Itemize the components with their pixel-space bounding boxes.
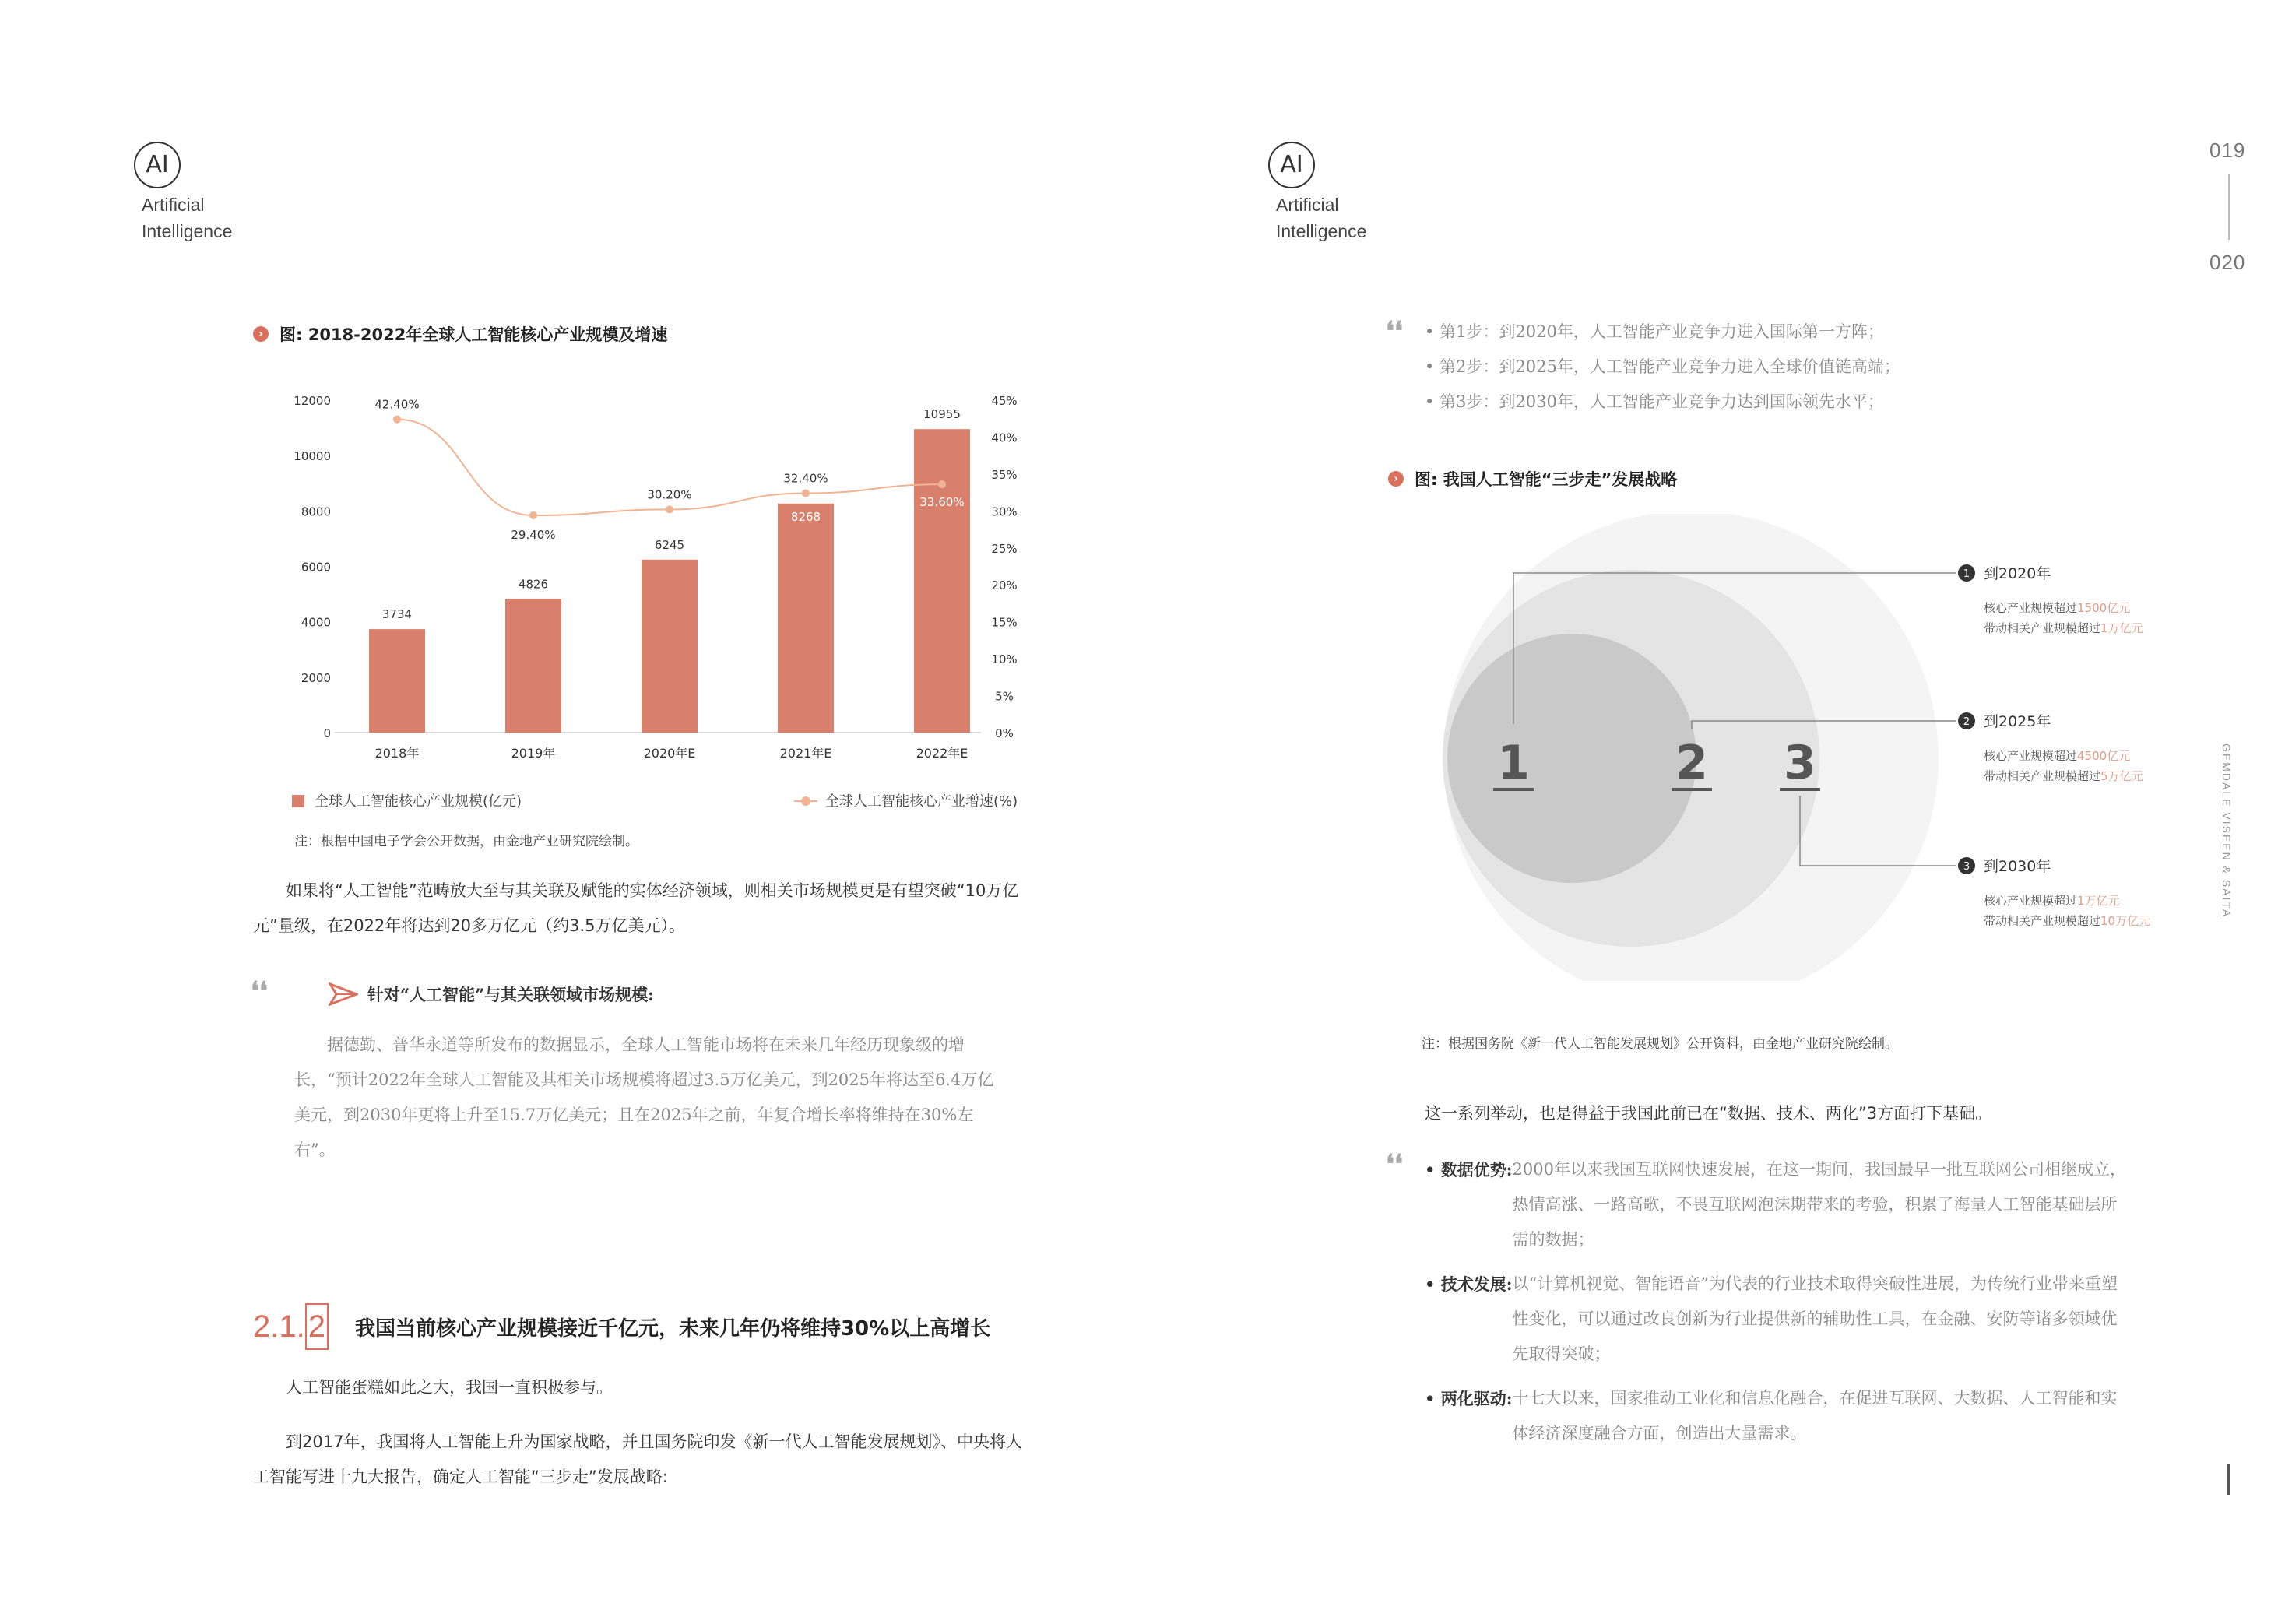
svg-text:2: 2: [1963, 716, 1970, 728]
svg-text:3: 3: [1963, 861, 1970, 873]
bar: [505, 599, 561, 733]
callout-2025: [1958, 712, 2143, 783]
y-right-tick: 30%: [991, 504, 1018, 519]
step-item: • 第3步：到2030年，人工智能产业竞争力达到国际领先水平；: [1425, 392, 1884, 411]
bars-group: [369, 429, 970, 733]
brand-vertical: GEMDALE VISEEN & SAITA: [2220, 743, 2233, 919]
y-right-tick: 20%: [991, 578, 1018, 593]
svg-text:到2030年: 到2030年: [1984, 858, 2051, 875]
svg-text:带动相关产业规模超过10万亿元: 带动相关产业规模超过10万亿元: [1984, 914, 2151, 928]
svg-text:到2025年: 到2025年: [1984, 713, 2051, 730]
bar: [914, 429, 970, 733]
svg-text:核心产业规模超过1万亿元: 核心产业规模超过1万亿元: [1984, 894, 2120, 908]
left-paragraph-3: 到2017年，我国将人工智能上升为国家战略，并且国务院印发《新一代人工智能发展规划》、中央将人工智能写进十九大报告，确定人工智能“三步走”发展战略:: [253, 1432, 1022, 1486]
quote-heading-text: 针对“人工智能”与其关联领域市场规模:: [367, 985, 654, 1004]
left-axis-ticks: [294, 394, 331, 740]
callout-2020: [1958, 564, 2143, 635]
page-number-top: 019: [2209, 139, 2246, 162]
bar-value-label: 3734: [381, 607, 413, 622]
diagram-note: 注：根据国务院《新一代人工智能发展规划》公开资料，由金地产业研究院绘制。: [1422, 1036, 1898, 1052]
bar-line-chart: [280, 381, 1043, 849]
logo-line2: Intelligence: [1276, 221, 1367, 241]
y-left-tick: 10000: [294, 449, 331, 464]
y-right-tick: 45%: [991, 394, 1018, 408]
logo-wordmark-right: [1276, 192, 1366, 244]
advantage-item: • 技术发展: 以“计算机视觉、智能语音”为代表的行业技术取得突破性进展，为传统行业带来重塑性变化，可以通过改良创新为行业提供新的辅助性工具，在金融、安防等诸多领域优先取得突破；: [1425, 1274, 2118, 1363]
section-number-box: 2: [305, 1303, 329, 1350]
left-paragraph-1: 如果将“人工智能”范畴放大至与其关联及赋能的实体经济领域，则相关市场规模更是有望突破“10万亿元”量级，在2022年将达到20多万亿元（约3.5万亿美元）。: [253, 881, 1019, 935]
quote-icon: ❛❛: [251, 976, 268, 1007]
growth-value-label: 29.40%: [511, 528, 556, 543]
logo-wordmark: [142, 192, 232, 244]
bar-value-label: 4826: [518, 577, 549, 592]
svg-text:核心产业规模超过4500亿元: 核心产业规模超过4500亿元: [1984, 749, 2131, 763]
y-right-tick: 5%: [995, 689, 1014, 704]
right-paragraph-1: 这一系列举动，也是得益于我国此前已在“数据、技术、两化”3方面打下基础。: [1425, 1104, 1992, 1123]
page-number-divider: [2228, 174, 2230, 240]
advantages-list: [1425, 1152, 2133, 1451]
y-right-tick: 35%: [991, 467, 1018, 482]
figure-title-left: [253, 322, 667, 346]
y-left-tick: 2000: [301, 670, 331, 685]
step-item: • 第1步：到2020年，人工智能产业竞争力进入国际第一方阵；: [1425, 322, 1884, 341]
growth-point: [938, 480, 946, 488]
svg-text:1: 1: [1963, 568, 1970, 580]
growth-value-label: 42.40%: [374, 397, 420, 412]
chart-note: 注：根据中国电子学会公开数据，由金地产业研究院绘制。: [294, 834, 638, 849]
bar: [642, 560, 698, 733]
svg-text:到2020年: 到2020年: [1984, 565, 2051, 582]
svg-text:带动相关产业规模超过1万亿元: 带动相关产业规模超过1万亿元: [1984, 621, 2143, 635]
circle-label-2: 2: [1675, 736, 1708, 790]
figure-title-right: [1388, 467, 1677, 490]
y-left-tick: 6000: [301, 560, 331, 575]
svg-text:带动相关产业规模超过5万亿元: 带动相关产业规模超过5万亿元: [1984, 769, 2143, 783]
growth-point: [802, 490, 810, 497]
category-labels-group: [375, 746, 968, 761]
legend-bar-label: 全球人工智能核心产业规模(亿元): [315, 793, 522, 810]
x-category-label: 2020年E: [643, 746, 696, 761]
legend-bar-swatch: [292, 795, 304, 807]
section-title: 我国当前核心产业规模接近千亿元，未来几年仍将维持30%以上高增长: [354, 1316, 991, 1341]
x-category-label: 2019年: [511, 746, 556, 761]
paper-plane-icon: [329, 982, 358, 1006]
growth-value-label: 33.60%: [919, 495, 965, 510]
growth-point: [666, 505, 673, 513]
growth-labels-group: [374, 398, 964, 542]
logo-line2: Intelligence: [142, 221, 233, 241]
left-paragraph-2: 人工智能蛋糕如此之大，我国一直积极参与。: [286, 1378, 613, 1397]
legend-line-marker: [801, 796, 810, 806]
circle-label-3: 3: [1784, 736, 1816, 790]
figure-title-text: 图: 我国人工智能“三步走”发展战略: [1415, 470, 1678, 489]
y-left-tick: 8000: [301, 504, 331, 519]
ai-logo-icon-right: AI: [1268, 142, 1315, 188]
y-right-tick: 0%: [995, 726, 1014, 740]
y-left-tick: 12000: [294, 394, 331, 408]
y-right-tick: 40%: [991, 431, 1018, 445]
page-number-bottom: 020: [2209, 251, 2246, 274]
y-right-tick: 25%: [991, 541, 1018, 556]
bar-value-label: 10955: [923, 407, 961, 422]
quote-heading: [329, 982, 654, 1006]
bar: [778, 504, 834, 733]
x-category-label: 2018年: [374, 746, 420, 761]
quote-body: 据德勤、普华永道等所发布的数据显示，全球人工智能市场将在未来几年经历现象级的增长，“预计2022年全球人工智能及其相关市场规模将超过3.5万亿美元，到2025年将达至6.4万亿美元，到2030年更将上升至15.7万亿美元；且在2025年之前，年复合增长率将维持在30%左右”。: [294, 1035, 994, 1159]
step-item: • 第2步：到2025年，人工智能产业竞争力进入全球价值链高端；: [1425, 357, 1900, 376]
section-heading: [253, 1303, 990, 1350]
y-left-tick: 0: [323, 726, 331, 740]
page-edge-marker: [2227, 1464, 2230, 1495]
circle-label-1: 1: [1497, 736, 1530, 790]
growth-point: [529, 511, 537, 519]
x-category-label: 2022年E: [916, 746, 968, 761]
quote-icon-right-2: ❛❛: [1386, 1149, 1403, 1180]
growth-point: [393, 416, 401, 424]
growth-value-label: 30.20%: [647, 487, 692, 502]
quote-icon-right: ❛❛: [1386, 316, 1403, 347]
growth-value-label: 32.40%: [783, 471, 828, 486]
y-left-tick: 4000: [301, 615, 331, 630]
legend-line-label: 全球人工智能核心产业增速(%): [825, 793, 1018, 810]
advantage-item: • 数据优势: 2000年以来我国互联网快速发展，在这一期间，我国最早一批互联网公司相继成立，热情高涨、一路高歌，不畏互联网泡沫期带来的考验，积累了海量人工智能基础层所需的数据；: [1425, 1160, 2126, 1249]
ai-logo-icon: AI: [134, 142, 181, 188]
bar-value-label: 6245: [654, 537, 685, 552]
svg-text:核心产业规模超过1500亿元: 核心产业规模超过1500亿元: [1984, 601, 2131, 615]
three-step-diagram: [1370, 514, 2195, 981]
y-right-tick: 10%: [991, 652, 1018, 667]
logo-line1: Artificial: [142, 195, 205, 215]
steps-list: [1425, 315, 1900, 420]
logo-line1: Artificial: [1276, 195, 1339, 215]
y-right-tick: 15%: [991, 615, 1018, 630]
bar-value-label: 8268: [790, 509, 821, 524]
advantage-item: • 两化驱动: 十七大以来，国家推动工业化和信息化融合，在促进互联网、大数据、人工智能和实体经济深度融合方面，创造出大量需求。: [1425, 1389, 2118, 1443]
circle-2020: [1447, 634, 1696, 883]
right-axis-ticks: [991, 394, 1017, 740]
bar: [369, 629, 425, 733]
x-category-label: 2021年E: [779, 746, 832, 761]
figure-title-text: 图: 2018-2022年全球人工智能核心产业规模及增速: [279, 325, 668, 344]
chevron-right-icon: ›: [1388, 471, 1404, 487]
section-number: 2.1.: [253, 1309, 305, 1344]
callout-2030: [1958, 857, 2150, 928]
chevron-right-icon: ›: [253, 326, 269, 342]
growth-points-group: [393, 416, 946, 519]
